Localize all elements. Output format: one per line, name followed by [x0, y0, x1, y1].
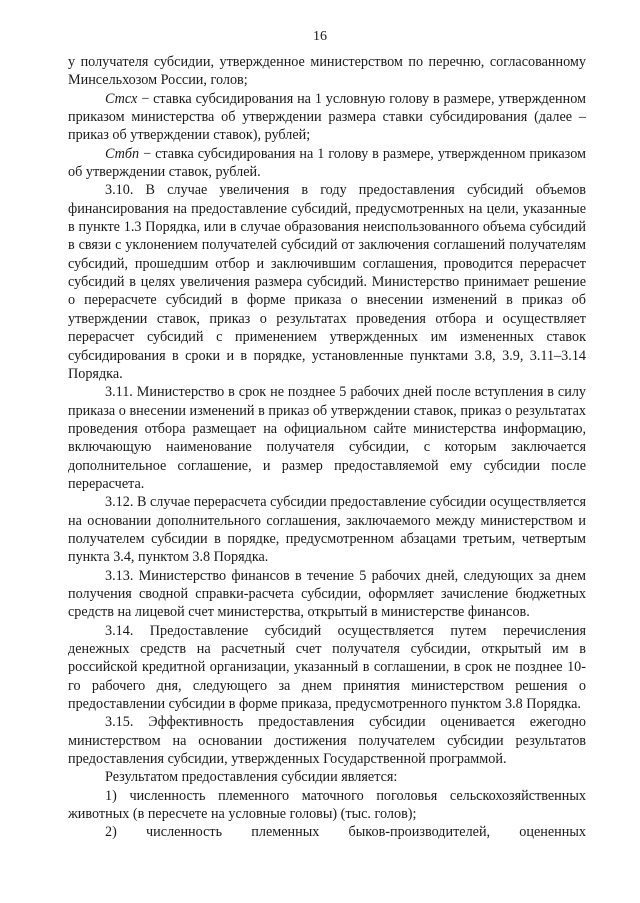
paragraph-result-intro: Результатом предоставления субсидии является: [105, 769, 398, 786]
paragraph-3-11: 3.11. Министерство в срок не позднее 5 рабочих дней после вступления в силу приказа о внесении изменений в приказ об утверждении ставок, приказ о результатах проведения отбора размещает на официальном сайте министерства информацию, включающую наименование получателя субсидии, с которым заключается дополнительное соглашение, и размер предоставляемой ему субсидии после перерасчета. [68, 384, 586, 492]
paragraph-3-15: 3.15. Эффективность предоставления субсидии оценивается ежегодно министерством на основании достижения получателем субсидии результатов предоставления субсидии, утвержденных Государственной программой. [68, 714, 586, 768]
list-item-1: 1) численность племенного маточного поголовья сельскохозяйственных животных (в пересчете на условные головы) (тыс. голов); [68, 787, 586, 823]
paragraph-stsh-definition [68, 90, 586, 145]
paragraph-3-13: 3.13. Министерство финансов в течение 5 рабочих дней, следующих за днем получения сводной справки-расчета субсидии, оформляет зачисление бюджетных средств на лицевой счет министерства, открытый в министерстве финансов. [68, 567, 586, 621]
formula-symbol-stsh: Стсх [105, 90, 138, 107]
paragraph-3-14: 3.14. Предоставление субсидий осуществляется путем перечисления денежных средств на расчетный счет получателя субсидии, открытый им в российской кредитной организации, указанный в соглашении, в срок не позднее 10-го рабочего дня, следующего за днем принятия министерством решения о предоставлении субсидии в форме приказа, предусмотренного пунктом 3.8 Порядка. [68, 622, 586, 713]
list-item-2: 2) численность племенных быков-производителей, оцененных [105, 824, 586, 841]
formula-symbol-stbp: Стбп [105, 145, 140, 162]
page-number: 16 [313, 29, 327, 44]
paragraph-3-10: 3.10. В случае увеличения в году предоставления субсидий объемов финансирования на предоставление субсидий, предусмотренных на цели, указанные в пункте 1.3 Порядка, или в случае образования неиспользованного объема субсидий в связи с уклонением получателей субсидий от заключения соглашений получателям субсидий, прошедшим отбор и заключившим соглашения, проводится перерасчет субсидий в целях увеличения размера субсидий. Министерство принимает решение о перерасчете субсидий в форме приказа о внесении изменений в приказ об утверждении ставок, приказ о результатах проведения отбора и осуществляет перерасчет субсидий с применением утвержденных им измененных ставок субсидирования в сроки и в порядке, установленные пунктами 3.8, 3.9, 3.11–3.14 Порядка. [68, 182, 586, 382]
paragraph-3-12: 3.12. В случае перерасчета субсидии предоставление субсидии осуществляется на основании дополнительного соглашения, заключаемого между министерством и получателем субсидии в порядке, предусмотренном абзацами третьим, четвертым пункта 3.4, пунктом 3.8 Порядка. [68, 494, 586, 566]
paragraph-continuation: у получателя субсидии, утвержденное министерством по перечню, согласованному Минсельхозом России, голов; [68, 54, 586, 89]
paragraph-stbp-text: − ставка субсидирования на 1 голову в размере, утвержденном приказом об утверждении ставок, рублей. [68, 145, 586, 181]
paragraph-stsh-text: − ставка субсидирования на 1 условную голову в размере, утвержденном приказом министерства об утверждении размера ставки субсидирования (далее – приказ об утверждении ставок), рублей; [68, 90, 586, 144]
document-body [68, 53, 586, 842]
paragraph-stbp-definition [68, 145, 586, 182]
